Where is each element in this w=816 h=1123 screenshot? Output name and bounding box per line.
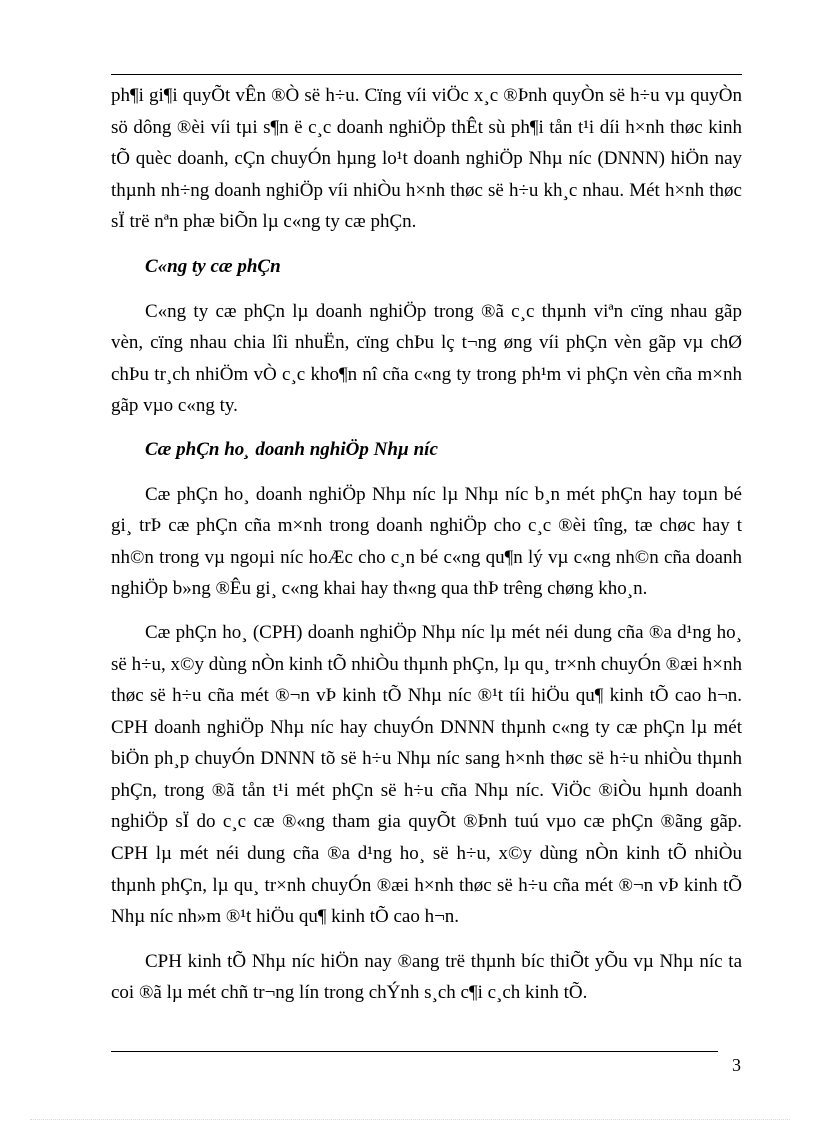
paragraph-equitization-definition: Cæ phÇn ho¸ doanh nghiÖp Nhµ níc lµ Nhµ níc b¸n mét phÇn hay toµn bé gi¸ trÞ cæ phÇn cña m×nh trong doanh nghiÖp cho c¸c ®èi tîng, tæ chøc hay t nh©n trong vµ ngoµi níc hoÆc cho c¸n bé c«ng qu¶n lý vµ c«ng nh©n cña doanh nghiÖp b»ng ®Êu gi¸ c«ng khai hay th«ng qua thÞ trêng chøng kho¸n. <box>111 483 742 600</box>
body-text <box>111 80 742 1009</box>
paragraph-equitization-policy: CPH kinh tÕ Nhµ níc hiÖn nay ®ang trë thµnh bíc thiÕt yÕu vµ Nhµ níc ta coi ®ã lµ mét chñ tr¬ng lín trong chÝnh s¸ch c¶i c¸ch kinh tÕ. <box>111 950 742 1004</box>
header-rule <box>111 74 742 75</box>
heading-equitization: Cæ phÇn ho¸ doanh nghiÖp Nhµ níc <box>145 438 438 460</box>
paragraph-intro: ph¶i gi¶i quyÕt vÊn ®Ò së h÷u. Cïng víi viÖc x¸c ®Þnh quyÒn së h÷u vµ quyÒn sö dông ®èi víi tµi s¶n ë c¸c doanh nghiÖp thÊt sù ph¶i tån t¹i díi h×nh thøc kinh tÕ quèc doanh, cÇn chuyÓn hµng lo¹t doanh nghiÖp Nhµ níc (DNNN) hiÖn nay thµnh nh÷ng doanh nghiÖp víi nhiÒu h×nh thøc së h÷u kh¸c nhau. Mét h×nh thøc sÏ trë nªn phæ biÕn lµ c«ng ty cæ phÇn. <box>111 85 742 233</box>
page-number: 3 <box>732 1055 741 1075</box>
paragraph-equitization-detail: Cæ phÇn ho¸ (CPH) doanh nghiÖp Nhµ níc lµ mét néi dung cña ®a d¹ng ho¸ së h÷u, x©y dùng nÒn kinh tÕ nhiÒu thµnh phÇn, lµ qu¸ tr×nh chuyÓn ®æi h×nh thøc së h÷u cña mét ®¬n vÞ kinh tÕ Nhµ níc ®¹t tíi hiÖu qu¶ kinh tÕ cao h¬n. CPH doanh nghiÖp Nhµ níc hay chuyÓn DNNN thµnh c«ng ty cæ phÇn lµ mét biÖn ph¸p chuyÓn DNNN tõ së h÷u Nhµ níc sang h×nh thøc së h÷u nhiÒu thµnh phÇn, trong ®ã tån t¹i mét phÇn së h÷u cña Nhµ níc. ViÖc ®iÒu hµnh doanh nghiÖp sÏ do c¸c cæ ®«ng tham gia quyÕt ®Þnh tuú vµo cæ phÇn ®ãng gãp. CPH lµ mét néi dung cña ®a d¹ng ho¸ së h÷u, x©y dùng nÒn kinh tÕ nhiÒu thµnh phÇn, lµ qu¸ tr×nh chuyÓn ®æi h×nh thøc së h÷u cña mét ®¬n vÞ kinh tÕ Nhµ níc nh»m ®¹t hiÖu qu¶ kinh tÕ cao h¬n. <box>111 621 742 928</box>
heading-joint-stock-company: C«ng ty cæ phÇn <box>145 255 281 277</box>
paragraph-joint-stock-definition: C«ng ty cæ phÇn lµ doanh nghiÖp trong ®ã c¸c thµnh viªn cïng nhau gãp vèn, cïng nhau chia lîi nhuËn, cïng chÞu lç t¬ng øng víi phÇn vèn gãp vµ chØ chÞu tr¸ch nhiÖm vÒ c¸c kho¶n nî cña c«ng ty trong ph¹m vi phÇn vèn cña m×nh gãp vµo c«ng ty. <box>111 300 742 417</box>
page-edge-divider <box>30 1119 790 1120</box>
footer-rule <box>111 1051 718 1052</box>
